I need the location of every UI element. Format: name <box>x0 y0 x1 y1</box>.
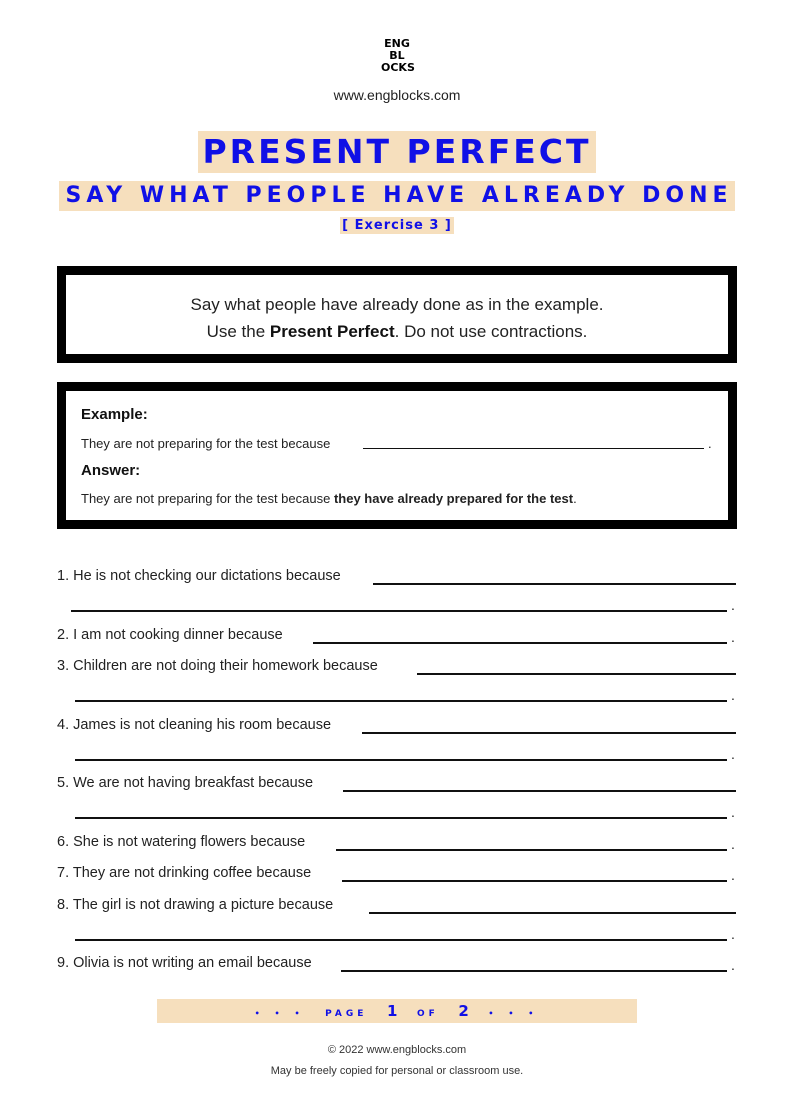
answer-text: They are not preparing for the test because <box>81 491 334 506</box>
answer-line[interactable] <box>75 939 727 941</box>
answer-line[interactable] <box>341 970 727 972</box>
period-mark: . <box>731 867 735 883</box>
site-url[interactable]: www.engblocks.com <box>333 87 461 103</box>
answer-line[interactable] <box>75 817 727 819</box>
instructions-box <box>57 266 737 363</box>
logo-line: OCKS <box>381 61 415 74</box>
logo-line: ENG <box>384 37 410 50</box>
answer-line[interactable] <box>373 583 736 585</box>
question-2: 2. I am not cooking dinner because <box>57 627 283 643</box>
answer-line[interactable] <box>369 912 736 914</box>
example-period: . <box>708 436 712 451</box>
copyright: © 2022 www.engblocks.com <box>327 1044 467 1056</box>
pager-dots: • • • <box>488 1009 540 1018</box>
answer-line[interactable] <box>336 849 727 851</box>
pager-page-word: PAGE <box>325 1009 368 1019</box>
example-sentence: They are not preparing for the test because <box>81 436 331 451</box>
answer-line[interactable] <box>71 610 727 612</box>
period-mark: . <box>731 629 735 645</box>
pager-current: 1 <box>387 1002 398 1020</box>
example-blank-line <box>363 448 704 449</box>
answer-sentence <box>81 491 577 506</box>
question-9: 9. Olivia is not writing an email because <box>57 955 312 971</box>
answer-period: . <box>573 491 577 506</box>
period-mark: . <box>731 926 735 942</box>
question-3: 3. Children are not doing their homework because <box>57 658 378 674</box>
exercise-label: [ Exercise 3 ] <box>342 218 452 233</box>
example-box <box>57 382 737 529</box>
period-mark: . <box>731 957 735 973</box>
period-mark: . <box>731 597 735 613</box>
answer-line[interactable] <box>417 673 736 675</box>
question-6: 6. She is not watering flowers because <box>57 834 306 850</box>
period-mark: . <box>731 687 735 703</box>
answer-line[interactable] <box>342 880 727 882</box>
period-mark: . <box>731 746 735 762</box>
question-5: 5. We are not having breakfast because <box>57 775 314 791</box>
instructions-emphasis: Present Perfect <box>269 322 395 341</box>
pager-total: 2 <box>458 1002 469 1020</box>
instructions-line-1: Say what people have already done as in the example. <box>190 295 604 314</box>
page-subtitle: SAY WHAT PEOPLE HAVE ALREADY DONE <box>59 181 734 211</box>
page-indicator <box>157 999 637 1023</box>
question-7: 7. They are not drinking coffee because <box>57 865 312 881</box>
pager-dots: • • • <box>254 1009 306 1018</box>
example-heading: Example: <box>81 406 148 423</box>
answer-emphasis: they have already prepared for the test <box>333 491 574 506</box>
question-4: 4. James is not cleaning his room because <box>57 717 332 733</box>
logo-line: BL <box>389 49 405 62</box>
engblocks-logo <box>381 38 413 74</box>
period-mark: . <box>731 836 735 852</box>
instructions-line-2 <box>66 318 728 345</box>
period-mark: . <box>731 804 735 820</box>
question-8: 8. The girl is not drawing a picture because <box>57 897 334 913</box>
usage-note: May be freely copied for personal or classroom use. <box>270 1065 524 1077</box>
pager-of-word: OF <box>417 1009 439 1019</box>
answer-line[interactable] <box>343 790 736 792</box>
instructions-text: . Do not use contractions. <box>394 322 588 341</box>
page-title: PRESENT PERFECT <box>198 131 595 173</box>
answer-heading: Answer: <box>81 462 141 479</box>
answer-line[interactable] <box>313 642 727 644</box>
answer-line[interactable] <box>75 700 727 702</box>
answer-line[interactable] <box>362 732 736 734</box>
answer-line[interactable] <box>75 759 727 761</box>
instructions-text: Use the <box>206 322 270 341</box>
question-1: 1. He is not checking our dictations because <box>57 568 341 584</box>
